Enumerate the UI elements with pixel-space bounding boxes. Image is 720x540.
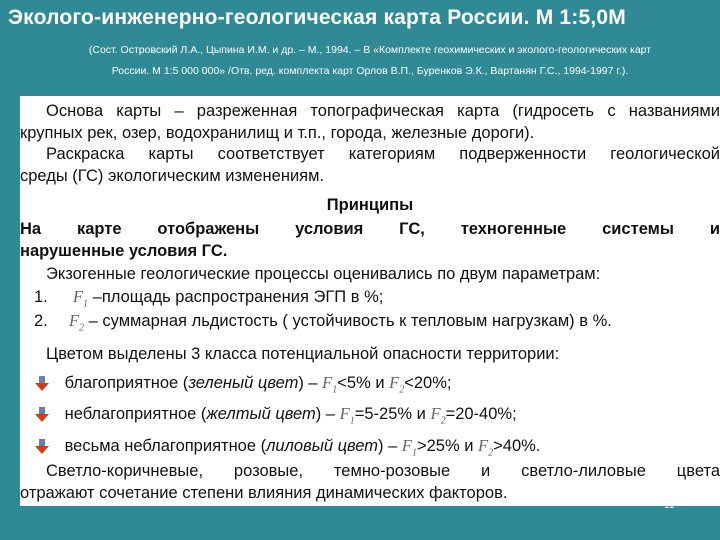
down-arrow-bullet-icon bbox=[34, 376, 50, 392]
subtitle-line-2: России. М 1:5 000 000» /Отв. ред. комплекта карт Орлов В.П., Буренков Э.К., Вартанян Г.С., 1994-1997 г.). bbox=[111, 65, 629, 77]
list-item-1-number: 1. bbox=[34, 288, 48, 306]
f2-variable: $F_2$ bbox=[68, 311, 85, 334]
down-arrow-bullet-icon bbox=[34, 439, 50, 455]
paragraph-6-line-1: Светло-коричневые, розовые, темно-розовые и светло-лиловые цвета bbox=[46, 462, 720, 480]
down-arrow-bullet-icon bbox=[34, 407, 50, 423]
list-item-1-text: –площадь распространения ЭГП в %; bbox=[92, 288, 384, 306]
paragraph-3-line-2: нарушенные условия ГС. bbox=[20, 242, 228, 260]
paragraph-3-line-1: На карте отображены условия ГС, техногенные системы и bbox=[20, 220, 720, 238]
paragraph-2-line-2: среды (ГС) экологическим изменениям. bbox=[20, 167, 325, 185]
list-item-2-number: 2. bbox=[34, 312, 48, 330]
list-item-2-text: – суммарная льдистость ( устойчивость к тепловым нагрузкам) в %. bbox=[88, 312, 612, 330]
list-item-1 bbox=[34, 286, 720, 308]
slide-title: Эколого-инженерно-геологическая карта России. М 1:5,0М bbox=[8, 6, 626, 29]
subtitle-line-1: (Сост. Островский Л.А., Цыпина И.М. и др. – М., 1994. – В «Комплекте геохимических и эколого-геологических карт bbox=[88, 44, 652, 56]
list-item-2 bbox=[34, 310, 720, 332]
content-panel bbox=[20, 96, 720, 506]
paragraph-1-line-1: Основа карты – разреженная топографическая карта (гидросеть с названиями bbox=[46, 102, 720, 120]
paragraph-2-line-1: Раскраска карты соответствует категориям подверженности геологической bbox=[46, 145, 720, 163]
paragraph-4: Экзогенные геологические процессы оценивались по двум параметрам: bbox=[46, 265, 601, 283]
paragraph-5: Цветом выделены 3 класса потенциальной опасности территории: bbox=[46, 345, 560, 363]
paragraph-6-line-2: отражают сочетание степени влияния динамических факторов. bbox=[20, 484, 508, 502]
f1-variable: $F_1$ bbox=[72, 287, 89, 310]
principles-heading: Принципы bbox=[326, 196, 414, 214]
bullet-very-unfavorable: весьма неблагоприятное (лиловый цвет) – $F_1>25\%$ и $F_2>40\%$. bbox=[34, 435, 720, 457]
bullet-favorable: благоприятное (зеленый цвет) – $F_1<5\%$ и $F_2<20\%$; bbox=[34, 372, 720, 394]
paragraph-1-line-2: крупных рек, озер, водохранилищ и т.п., города, железные дороги). bbox=[20, 124, 535, 142]
page-number: 11 bbox=[664, 500, 675, 511]
bullet-unfavorable: неблагоприятное (желтый цвет) – $F_1=5-25\%$ и $F_2=20-40\%$; bbox=[34, 403, 720, 425]
slide-subtitle bbox=[30, 40, 710, 82]
